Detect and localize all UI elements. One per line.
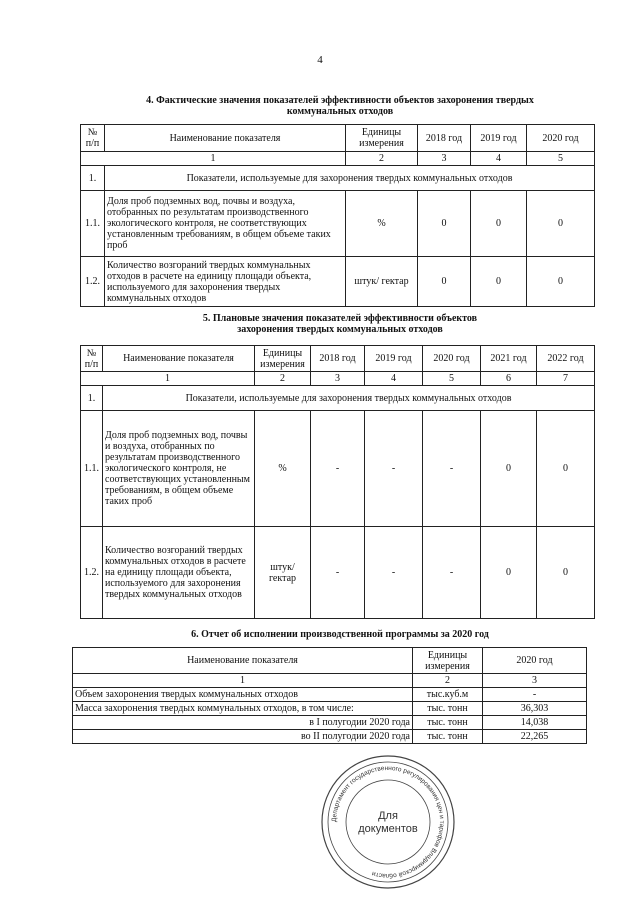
row-name: Количество возгораний твердых коммунальных отходов в расчете на единицу площади объекта, используемого для захоронения твердых коммунальных отходов (103, 527, 255, 619)
table-row (81, 411, 595, 527)
header-num: № п/п (81, 125, 105, 152)
section5-title-line1: 5. Плановые значения показателей эффективности объектов (202, 313, 478, 324)
header-2018: 2018 год (311, 346, 365, 372)
header-2020: 2020 год (527, 125, 595, 152)
colnum-5: 5 (423, 372, 481, 386)
colnum-6: 6 (481, 372, 537, 386)
stamp-center-line1: Для (378, 810, 398, 822)
row-unit: штук/ гектар (255, 527, 311, 619)
colnum-1: 1 (81, 152, 346, 166)
row-num: 1.1. (81, 191, 105, 257)
row-2018: 0 (418, 257, 471, 307)
row-name: Объем захоронения твердых коммунальных отходов (73, 688, 413, 702)
table-row (81, 527, 595, 619)
section5-title (80, 313, 600, 335)
stamp-ring-text: Департамент государственного регулирования цен и тарифов Владимирской области (330, 764, 446, 880)
colnum-3: 3 (311, 372, 365, 386)
colnum-4: 4 (471, 152, 527, 166)
section6-table (72, 647, 587, 744)
row-name: Масса захоронения твердых коммунальных отходов, в том числе: (73, 702, 413, 716)
stamp-center-line2: документов (358, 823, 418, 835)
row-2021: 0 (481, 411, 537, 527)
row-2019: - (365, 411, 423, 527)
header-2021: 2021 год (481, 346, 537, 372)
stamp-outer-ring (322, 756, 454, 888)
row-2020: - (423, 411, 481, 527)
header-2019: 2019 год (365, 346, 423, 372)
row-2018: - (311, 527, 365, 619)
row-value: 22,265 (483, 730, 587, 744)
section6-title: 6. Отчет об исполнении производственной программы за 2020 год (191, 629, 489, 640)
section4-title (80, 95, 600, 117)
header-unit: Единицы измерения (255, 346, 311, 372)
row-num: 1.1. (81, 411, 103, 527)
header-2019: 2019 год (471, 125, 527, 152)
header-num: № п/п (81, 346, 103, 372)
group-num: 1. (81, 386, 103, 411)
row-name: Доля проб подземных вод, почвы и воздуха, отобранных по результатам производственного экологического контроля, не соответствующих установленным требованиям, в общем объеме таких проб (105, 191, 346, 257)
row-2019: 0 (471, 191, 527, 257)
section4-title-line1: 4. Фактические значения показателей эффективности объектов захоронения твердых (146, 95, 534, 106)
row-num: 1.2. (81, 257, 105, 307)
row-unit: тыс.куб.м (413, 688, 483, 702)
header-name: Наименование показателя (103, 346, 255, 372)
colnum-7: 7 (537, 372, 595, 386)
colnum-1: 1 (81, 372, 255, 386)
table-row (81, 191, 595, 257)
row-2020: 0 (527, 191, 595, 257)
table-row (73, 716, 587, 730)
row-name: во II полугодии 2020 года (73, 730, 413, 744)
colnum-5: 5 (527, 152, 595, 166)
row-2018: - (311, 411, 365, 527)
header-name: Наименование показателя (105, 125, 346, 152)
colnum-3: 3 (483, 674, 587, 688)
section4-table (80, 124, 595, 307)
table-row (81, 257, 595, 307)
row-2022: 0 (537, 527, 595, 619)
table-row (73, 688, 587, 702)
colnum-2: 2 (346, 152, 418, 166)
row-unit: % (255, 411, 311, 527)
section5-table (80, 345, 595, 619)
row-unit: % (346, 191, 418, 257)
colnum-2: 2 (255, 372, 311, 386)
row-unit: тыс. тонн (413, 702, 483, 716)
row-name: Количество возгораний твердых коммунальных отходов в расчете на единицу площади объекта, используемого для захоронения твердых коммунальных отходов (105, 257, 346, 307)
header-2022: 2022 год (537, 346, 595, 372)
header-unit: Единицы измерения (346, 125, 418, 152)
header-unit: Единицы измерения (413, 648, 483, 674)
row-2020: 0 (527, 257, 595, 307)
row-2022: 0 (537, 411, 595, 527)
row-2020: - (423, 527, 481, 619)
section4-title-line2: коммунальных отходов (286, 106, 394, 117)
row-value: 36,303 (483, 702, 587, 716)
row-value: - (483, 688, 587, 702)
header-2018: 2018 год (418, 125, 471, 152)
colnum-4: 4 (365, 372, 423, 386)
row-unit: тыс. тонн (413, 730, 483, 744)
section5-title-line2: захоронения твердых коммунальных отходов (237, 324, 443, 335)
header-name: Наименование показателя (73, 648, 413, 674)
colnum-3: 3 (418, 152, 471, 166)
header-2020: 2020 год (423, 346, 481, 372)
group-label: Показатели, используемые для захоронения твердых коммунальных отходов (103, 386, 595, 411)
colnum-2: 2 (413, 674, 483, 688)
colnum-1: 1 (73, 674, 413, 688)
row-2019: - (365, 527, 423, 619)
row-2019: 0 (471, 257, 527, 307)
row-2018: 0 (418, 191, 471, 257)
row-unit: тыс. тонн (413, 716, 483, 730)
row-num: 1.2. (81, 527, 103, 619)
table-row (73, 702, 587, 716)
row-value: 14,038 (483, 716, 587, 730)
group-label: Показатели, используемые для захоронения твердых коммунальных отходов (105, 166, 595, 191)
page-number: 4 (317, 54, 323, 66)
row-unit: штук/ гектар (346, 257, 418, 307)
row-name: в I полугодии 2020 года (73, 716, 413, 730)
official-stamp (318, 752, 458, 892)
stamp-inner-ring (346, 780, 430, 864)
header-2020: 2020 год (483, 648, 587, 674)
row-name: Доля проб подземных вод, почвы и воздуха, отобранных по результатам производственного экологического контроля, не соответствующих установленным требованиям, в общем объеме таких проб (103, 411, 255, 527)
table-row (73, 730, 587, 744)
row-2021: 0 (481, 527, 537, 619)
group-num: 1. (81, 166, 105, 191)
